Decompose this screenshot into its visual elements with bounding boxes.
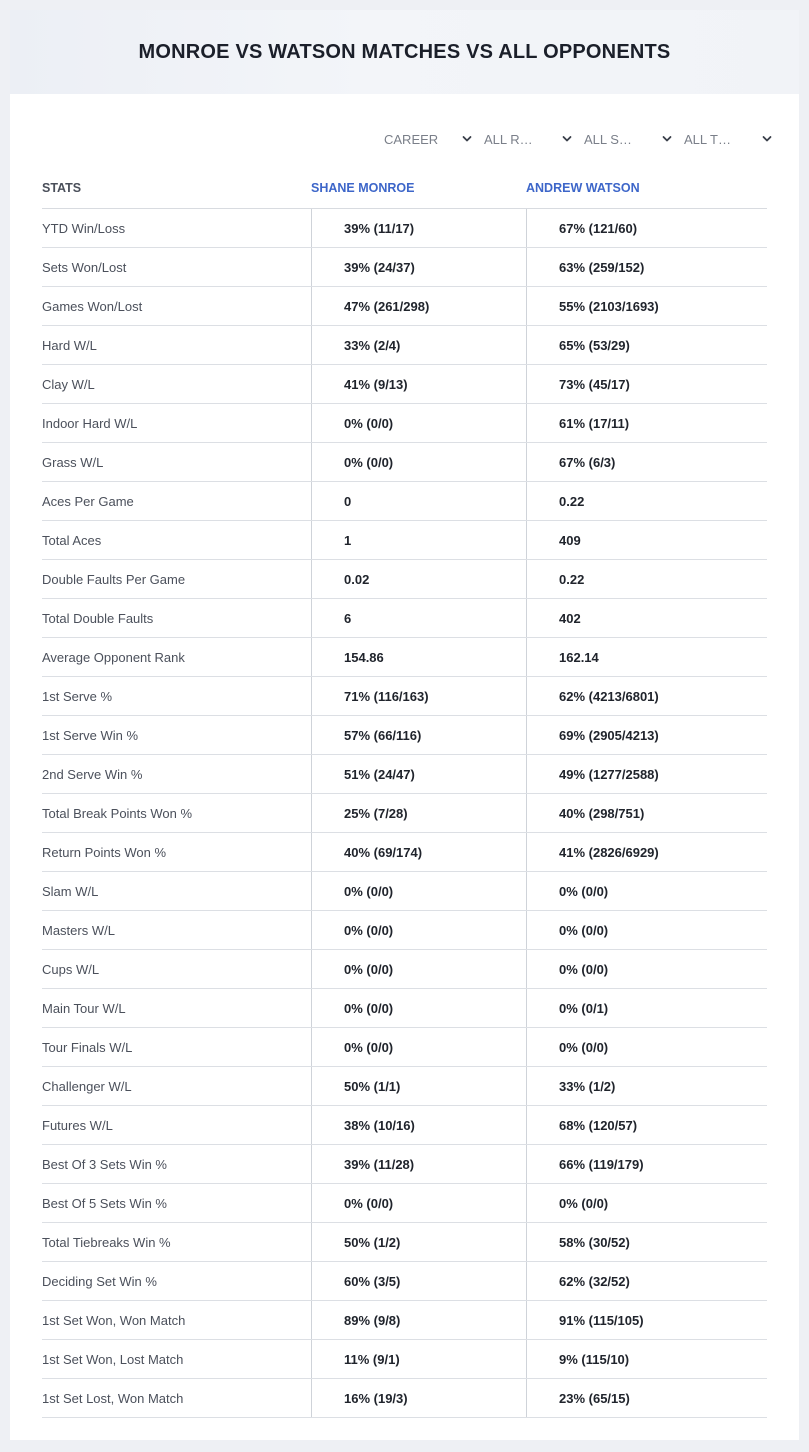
table-row <box>42 209 767 248</box>
stat-label: 2nd Serve Win % <box>42 766 143 782</box>
player1-stat-value: 40% (69/174) <box>311 833 526 871</box>
stat-label: Clay W/L <box>42 376 95 392</box>
column-header-player1[interactable]: SHANE MONROE <box>311 181 415 195</box>
player2-stat-value: 402 <box>526 599 767 637</box>
table-row <box>42 248 767 287</box>
player2-stat-value: 68% (120/57) <box>526 1106 767 1144</box>
table-row <box>42 950 767 989</box>
stat-label: Slam W/L <box>42 883 99 899</box>
stat-label: Hard W/L <box>42 337 97 353</box>
stat-label: Main Tour W/L <box>42 1000 126 1016</box>
table-row <box>42 1028 767 1067</box>
filter-label: ALL R… <box>484 131 533 147</box>
stat-label: Double Faults Per Game <box>42 571 186 587</box>
player1-stat-value: 39% (11/17) <box>311 209 526 247</box>
player2-stat-value: 41% (2826/6929) <box>526 833 767 871</box>
player2-stat-value: 62% (32/52) <box>526 1262 767 1300</box>
table-row <box>42 1067 767 1106</box>
player2-stat-value: 65% (53/29) <box>526 326 767 364</box>
stat-label: Tour Finals W/L <box>42 1039 133 1055</box>
stat-label: Return Points Won % <box>42 844 167 860</box>
player2-stat-value: 49% (1277/2588) <box>526 755 767 793</box>
player1-stat-value: 6 <box>311 599 526 637</box>
table-row <box>42 1145 767 1184</box>
stat-label: Grass W/L <box>42 454 104 470</box>
chevron-down-icon <box>762 134 772 144</box>
chevron-down-icon <box>462 134 472 144</box>
table-row <box>42 716 767 755</box>
table-row <box>42 1379 767 1418</box>
player1-stat-value: 50% (1/2) <box>311 1223 526 1261</box>
player1-stat-value: 51% (24/47) <box>311 755 526 793</box>
player1-stat-value: 41% (9/13) <box>311 365 526 403</box>
player2-stat-value: 62% (4213/6801) <box>526 677 767 715</box>
column-header-stats: STATS <box>42 181 82 195</box>
stat-label: Best Of 5 Sets Win % <box>42 1195 167 1211</box>
player2-stat-value: 23% (65/15) <box>526 1379 767 1417</box>
table-body <box>42 209 767 1418</box>
player2-stat-value: 0% (0/0) <box>526 911 767 949</box>
filter-label: ALL T… <box>684 131 731 147</box>
table-row <box>42 287 767 326</box>
stat-label: Deciding Set Win % <box>42 1273 157 1289</box>
stat-label: YTD Win/Loss <box>42 220 126 236</box>
player1-stat-value: 71% (116/163) <box>311 677 526 715</box>
chevron-down-icon <box>562 134 572 144</box>
stat-label: Total Aces <box>42 532 102 548</box>
player2-stat-value: 0% (0/0) <box>526 950 767 988</box>
table-row <box>42 1262 767 1301</box>
filter-period-select[interactable] <box>384 128 484 150</box>
player1-stat-value: 47% (261/298) <box>311 287 526 325</box>
player1-stat-value: 0% (0/0) <box>311 1028 526 1066</box>
table-row <box>42 599 767 638</box>
player2-stat-value: 73% (45/17) <box>526 365 767 403</box>
player1-stat-value: 16% (19/3) <box>311 1379 526 1417</box>
player2-stat-value: 58% (30/52) <box>526 1223 767 1261</box>
table-row <box>42 755 767 794</box>
table-row <box>42 560 767 599</box>
table-row <box>42 1340 767 1379</box>
stat-label: Futures W/L <box>42 1117 113 1133</box>
player1-stat-value: 0% (0/0) <box>311 950 526 988</box>
filter-bar <box>384 128 784 150</box>
stat-label: Sets Won/Lost <box>42 259 127 275</box>
table-row <box>42 482 767 521</box>
table-row <box>42 443 767 482</box>
table-row <box>42 794 767 833</box>
stat-label: Total Tiebreaks Win % <box>42 1234 171 1250</box>
player1-stat-value: 154.86 <box>311 638 526 676</box>
stat-label: Aces Per Game <box>42 493 134 509</box>
stat-label: 1st Serve % <box>42 688 113 704</box>
player2-stat-value: 91% (115/105) <box>526 1301 767 1339</box>
player1-stat-value: 0% (0/0) <box>311 911 526 949</box>
table-row <box>42 1301 767 1340</box>
stats-table <box>42 168 767 1418</box>
player1-stat-value: 0% (0/0) <box>311 404 526 442</box>
player2-stat-value: 0% (0/0) <box>526 872 767 910</box>
player1-stat-value: 0% (0/0) <box>311 872 526 910</box>
stat-label: Masters W/L <box>42 922 115 938</box>
player1-stat-value: 57% (66/116) <box>311 716 526 754</box>
player2-stat-value: 0.22 <box>526 482 767 520</box>
filter-surface-select[interactable] <box>584 128 684 150</box>
table-row <box>42 1106 767 1145</box>
player1-stat-value: 1 <box>311 521 526 559</box>
player2-stat-value: 0% (0/0) <box>526 1028 767 1066</box>
player2-stat-value: 61% (17/11) <box>526 404 767 442</box>
stat-label: Indoor Hard W/L <box>42 415 138 431</box>
table-row <box>42 1184 767 1223</box>
player1-stat-value: 0% (0/0) <box>311 443 526 481</box>
player2-stat-value: 33% (1/2) <box>526 1067 767 1105</box>
player1-stat-value: 33% (2/4) <box>311 326 526 364</box>
player1-stat-value: 38% (10/16) <box>311 1106 526 1144</box>
player2-stat-value: 66% (119/179) <box>526 1145 767 1183</box>
player2-stat-value: 409 <box>526 521 767 559</box>
table-row <box>42 911 767 950</box>
player2-stat-value: 40% (298/751) <box>526 794 767 832</box>
player2-stat-value: 0% (0/0) <box>526 1184 767 1222</box>
player2-stat-value: 9% (115/10) <box>526 1340 767 1378</box>
stat-label: Total Break Points Won % <box>42 805 193 821</box>
player1-stat-value: 50% (1/1) <box>311 1067 526 1105</box>
table-row <box>42 833 767 872</box>
player1-stat-value: 0% (0/0) <box>311 1184 526 1222</box>
table-header <box>42 168 767 209</box>
player1-stat-value: 25% (7/28) <box>311 794 526 832</box>
table-row <box>42 404 767 443</box>
player2-stat-value: 69% (2905/4213) <box>526 716 767 754</box>
player2-stat-value: 67% (121/60) <box>526 209 767 247</box>
player2-stat-value: 162.14 <box>526 638 767 676</box>
filter-label: CAREER <box>384 131 439 147</box>
stat-label: Challenger W/L <box>42 1078 132 1094</box>
page-title: MONROE VS WATSON MATCHES VS ALL OPPONENTS <box>138 40 671 63</box>
player2-stat-value: 67% (6/3) <box>526 443 767 481</box>
table-row <box>42 365 767 404</box>
card-header <box>10 10 799 94</box>
player1-stat-value: 39% (11/28) <box>311 1145 526 1183</box>
table-row <box>42 638 767 677</box>
table-row <box>42 326 767 365</box>
player1-stat-value: 0 <box>311 482 526 520</box>
filter-round-select[interactable] <box>484 128 584 150</box>
stat-label: 1st Set Won, Won Match <box>42 1312 186 1328</box>
player1-stat-value: 39% (24/37) <box>311 248 526 286</box>
table-row <box>42 677 767 716</box>
player2-stat-value: 55% (2103/1693) <box>526 287 767 325</box>
chevron-down-icon <box>662 134 672 144</box>
filter-label: ALL S… <box>584 131 632 147</box>
stat-label: 1st Set Lost, Won Match <box>42 1390 184 1406</box>
player2-stat-value: 0.22 <box>526 560 767 598</box>
stat-label: Games Won/Lost <box>42 298 143 314</box>
stat-label: Average Opponent Rank <box>42 649 185 665</box>
player1-stat-value: 60% (3/5) <box>311 1262 526 1300</box>
player2-stat-value: 63% (259/152) <box>526 248 767 286</box>
player1-stat-value: 0% (0/0) <box>311 989 526 1027</box>
table-row <box>42 521 767 560</box>
column-header-player2[interactable]: ANDREW WATSON <box>526 181 640 195</box>
player1-stat-value: 89% (9/8) <box>311 1301 526 1339</box>
stats-card <box>10 10 799 1440</box>
table-row <box>42 989 767 1028</box>
stat-label: 1st Set Won, Lost Match <box>42 1351 184 1367</box>
stat-label: Best Of 3 Sets Win % <box>42 1156 167 1172</box>
filter-tournament-select[interactable] <box>684 128 784 150</box>
stat-label: 1st Serve Win % <box>42 727 139 743</box>
stat-label: Total Double Faults <box>42 610 154 626</box>
player1-stat-value: 0.02 <box>311 560 526 598</box>
stat-label: Cups W/L <box>42 961 100 977</box>
table-row <box>42 1223 767 1262</box>
player1-stat-value: 11% (9/1) <box>311 1340 526 1378</box>
table-row <box>42 872 767 911</box>
player2-stat-value: 0% (0/1) <box>526 989 767 1027</box>
